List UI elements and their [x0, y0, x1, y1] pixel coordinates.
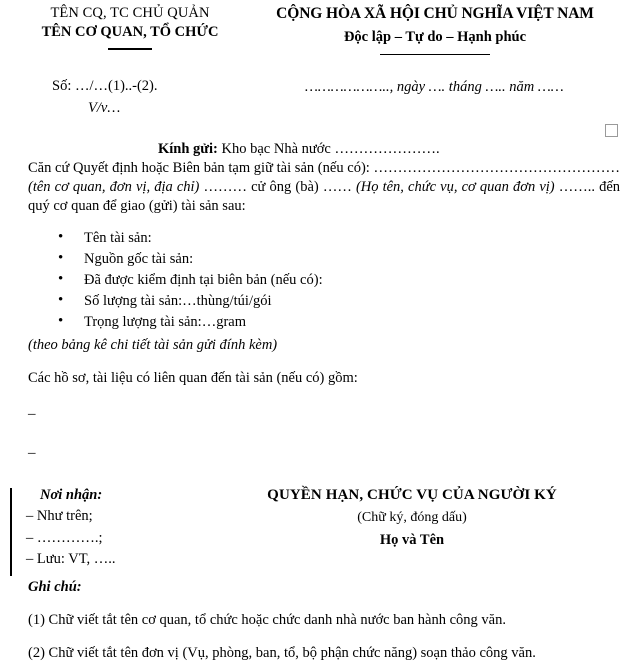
recipients-block [12, 486, 222, 570]
body-part-4-italic: (Họ tên, chức vụ, cơ quan đơn vị) [355, 178, 555, 195]
issuing-authority-block [0, 4, 250, 50]
recipient-entry: – ………….; [26, 529, 103, 546]
signer-block [222, 486, 632, 570]
country-name: CỘNG HÒA XÃ HỘI CHỦ NGHĨA VIỆT NAM [276, 5, 594, 22]
list-item: • Đã được kiểm định tại biên bản (nếu có): [84, 270, 620, 290]
list-item: • Nguồn gốc tài sản: [84, 249, 620, 269]
footnote-item: (2) Chữ viết tắt tên đơn vị (Vụ, phòng, ban, tổ, bộ phận chức năng) soạn thảo công văn. [28, 645, 536, 662]
blank-entry-2: – [28, 445, 36, 462]
body-paragraph [28, 159, 620, 216]
document-number-block [0, 77, 285, 117]
recipient-row [0, 140, 632, 159]
authority-underline-rule [108, 48, 152, 50]
recipient-entry: – Như trên; [26, 508, 93, 525]
signature-divider-rule [10, 488, 12, 576]
number-and-date-row [0, 77, 632, 117]
recipients-title: Nơi nhận: [40, 486, 103, 503]
related-documents-line: Các hồ sơ, tài liệu có liên quan đến tài sản (nếu có) gồm: [28, 370, 358, 387]
place-and-date: ……………….., ngày …. tháng ….. năm …… [305, 79, 564, 96]
document-header [0, 0, 632, 55]
list-item: • Trọng lượng tài sản:…gram [84, 312, 620, 332]
blank-entry-1: – [28, 406, 36, 423]
parent-authority-name: TÊN CQ, TC CHỦ QUẢN [50, 5, 210, 21]
document-subject: V/v… [88, 99, 121, 116]
document-body [0, 159, 632, 464]
body-part-3: ……… cử ông (bà) …… [203, 178, 352, 195]
footnotes-section [0, 578, 632, 663]
motto-underline-rule [380, 54, 490, 56]
asset-list [28, 228, 620, 332]
signature-stamp-note: (Chữ ký, đóng dấu) [357, 509, 467, 525]
attachment-note: (theo bảng kê chi tiết tài sản gửi đính kèm) [28, 337, 278, 354]
checkbox-icon[interactable] [605, 124, 618, 137]
signature-block [0, 486, 632, 570]
body-part-1: Căn cứ Quyết định hoặc Biên bản tạm giữ tài sản (nếu có): …………………………………………… [28, 159, 620, 176]
recipient-entry: – Lưu: VT, ….. [26, 551, 116, 568]
list-item: • Tên tài sản: [84, 228, 620, 248]
document-number: Số: …/…(1)..-(2). [52, 78, 158, 95]
footnotes-title: Ghi chú: [28, 578, 82, 595]
signer-name: Họ và Tên [379, 532, 445, 549]
signer-title: QUYỀN HẠN, CHỨC VỤ CỦA NGƯỜI KÝ [267, 486, 557, 503]
national-heading-block [250, 4, 632, 55]
recipient-label: Kính gửi: [158, 140, 218, 157]
body-part-2-italic: (tên cơ quan, đơn vị, địa chỉ) [28, 178, 200, 195]
body-part-5: …….. đến quý cơ quan để giao (gửi) tài sản sau: [28, 178, 621, 214]
organization-name: TÊN CƠ QUAN, TỔ CHỨC [41, 24, 219, 41]
footnote-item: (1) Chữ viết tắt tên cơ quan, tổ chức hoặc chức danh nhà nước ban hành công văn. [28, 611, 506, 628]
national-motto: Độc lập – Tự do – Hạnh phúc [343, 29, 527, 46]
list-item: • Số lượng tài sản:…thùng/túi/gói [84, 291, 620, 311]
recipient-value: Kho bạc Nhà nước …………………. [221, 140, 440, 157]
